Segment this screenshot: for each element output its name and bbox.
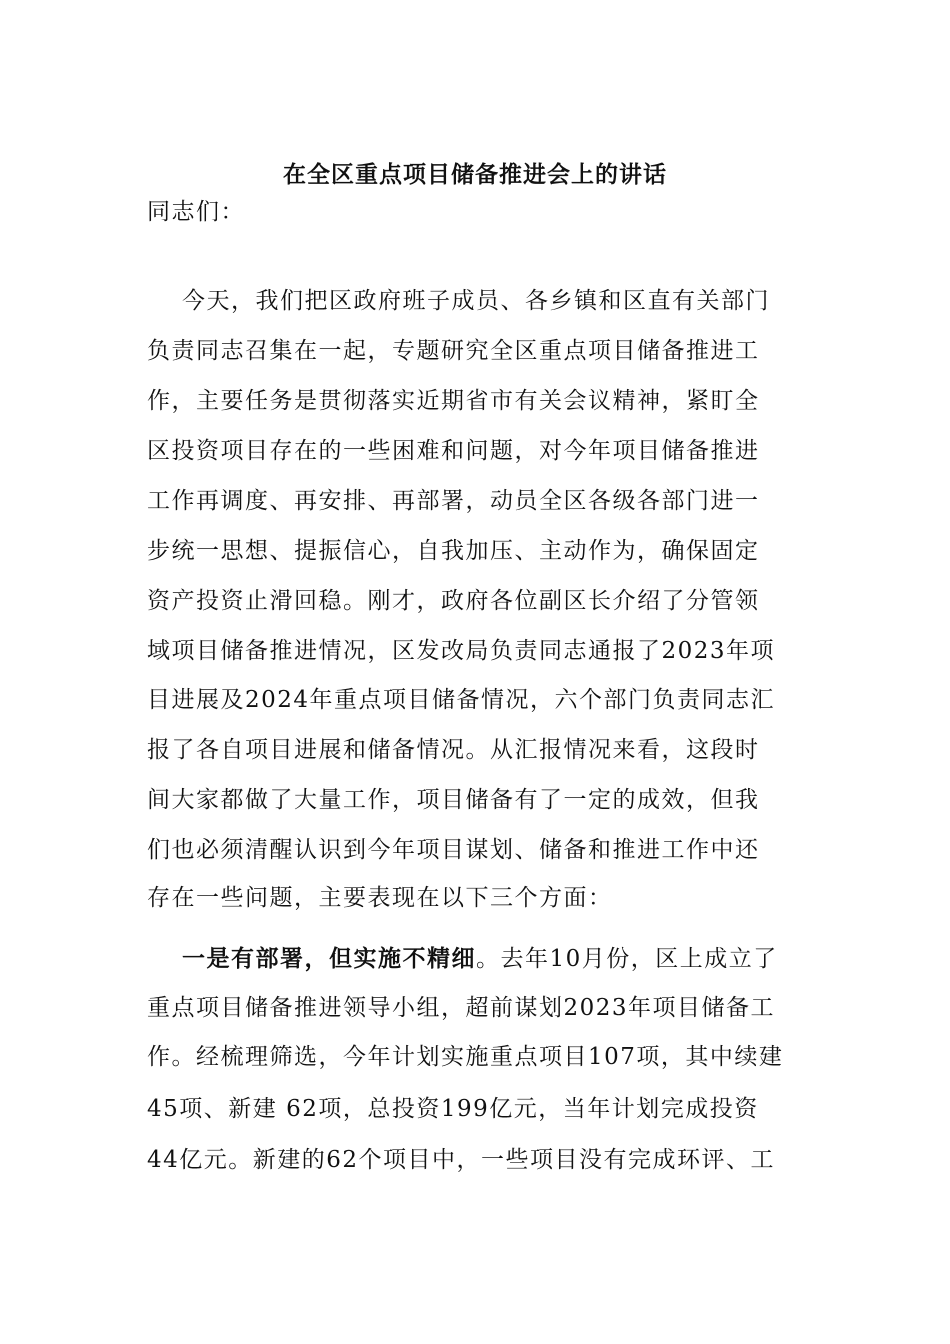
point1-heading: 一是有部署，但实施不精细 bbox=[182, 945, 476, 972]
paragraph-line: 存在一些问题，主要表现在以下三个方面： bbox=[147, 885, 613, 911]
paragraph-line: 工作再调度、再安排、再部署，动员全区各级各部门进一 bbox=[147, 488, 760, 514]
paragraph-line: 44亿元。新建的62个项目中，一些项目没有完成环评、工 bbox=[147, 1147, 776, 1173]
paragraph-line: 资产投资止滑回稳。刚才，政府各位副区长介绍了分管领 bbox=[147, 588, 760, 614]
paragraph-line: 步统一思想、提振信心，自我加压、主动作为，确保固定 bbox=[147, 538, 760, 564]
document-title: 在全区重点项目储备推进会上的讲话 bbox=[283, 161, 667, 188]
paragraph-line: 间大家都做了大量工作，项目储备有了一定的成效，但我 bbox=[147, 787, 760, 813]
point1-first-line-text: 。去年10月份，区上成立了 bbox=[476, 946, 778, 972]
paragraph-line: 域项目储备推进情况，区发改局负责同志通报了2023年项 bbox=[147, 638, 776, 664]
paragraph-line: 们也必须清醒认识到今年项目谋划、储备和推进工作中还 bbox=[147, 837, 760, 863]
paragraph-line: 重点项目储备推进领导小组，超前谋划2023年项目储备工 bbox=[147, 995, 776, 1021]
paragraph-line: 目进展及2024年重点项目储备情况，六个部门负责同志汇 bbox=[147, 687, 776, 713]
paragraph-line: 报了各自项目进展和储备情况。从汇报情况来看，这段时 bbox=[147, 737, 760, 763]
paragraph-line: 今天，我们把区政府班子成员、各乡镇和区直有关部门 bbox=[182, 288, 770, 314]
salutation: 同志们： bbox=[147, 199, 245, 225]
paragraph-line: 作。经梳理筛选，今年计划实施重点项目107项，其中续建 bbox=[147, 1044, 784, 1070]
point1-first-line bbox=[182, 942, 778, 976]
paragraph-line: 区投资项目存在的一些困难和问题，对今年项目储备推进 bbox=[147, 438, 760, 464]
paragraph-line: 作，主要任务是贯彻落实近期省市有关会议精神，紧盯全 bbox=[147, 388, 760, 414]
paragraph-line: 负责同志召集在一起，专题研究全区重点项目储备推进工 bbox=[147, 338, 760, 364]
paragraph-line: 45项、新建 62项，总投资199亿元，当年计划完成投资 bbox=[147, 1096, 759, 1122]
